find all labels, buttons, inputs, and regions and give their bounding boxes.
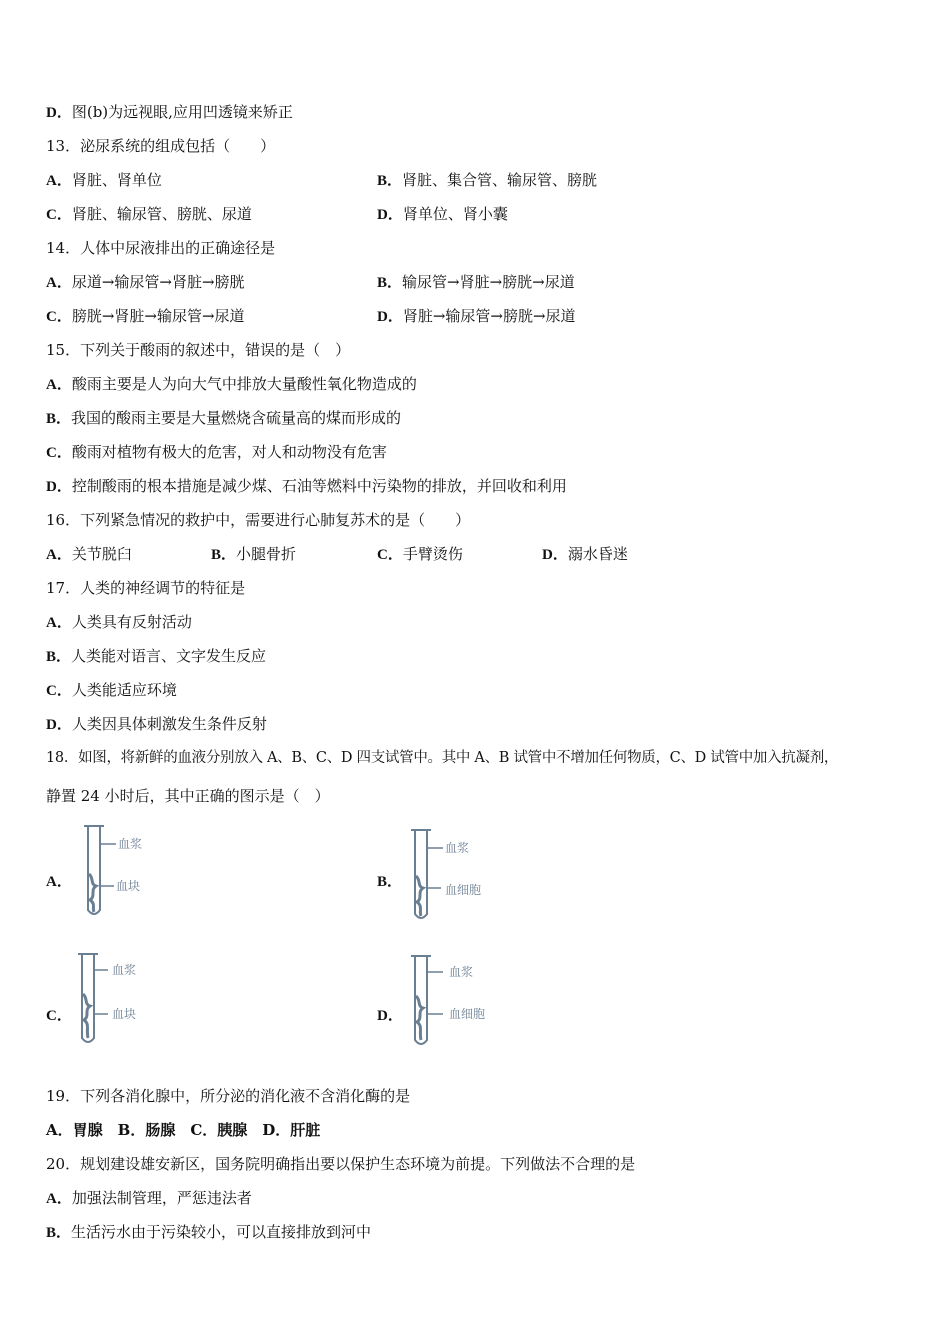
question-number: 20． (46, 1155, 81, 1173)
option-text: 人类能适应环境 (71, 681, 177, 699)
option-text: 人类具有反射活动 (71, 613, 192, 631)
q16-option-a (46, 544, 132, 565)
q13-option-d (377, 204, 508, 225)
test-tube-a-outline (84, 826, 104, 914)
option-label: B． (46, 649, 72, 665)
option-label: A． (46, 1191, 72, 1207)
test-tube-b-top-text: 血浆 (445, 841, 470, 855)
test-tube-d-top-text: 血浆 (449, 965, 474, 979)
option-text: 酸雨对植物有极大的危害，对人和动物没有危害 (71, 443, 387, 461)
option-text: A．胃腺 B．肠腺 C．胰腺 D．肝脏 (46, 1121, 321, 1139)
test-tube-c-top-text: 血浆 (112, 963, 137, 977)
option-text: 生活污水由于污染较小，可以直接排放到河中 (71, 1223, 372, 1241)
option-text: 手臂烫伤 (402, 545, 463, 563)
option-label: A． (46, 377, 72, 393)
test-tube-d-cells (416, 996, 423, 1040)
option-text: 溺水昏迷 (567, 545, 628, 563)
option-text: 控制酸雨的根本措施是减少煤、石油等燃料中污染物的排放，并回收和利用 (71, 477, 567, 495)
q17-option-c (46, 680, 177, 701)
q13-stem (46, 136, 275, 156)
q15-option-b (46, 408, 401, 429)
q16-option-d (542, 544, 628, 565)
question-number: 13． (46, 137, 81, 155)
q14-option-b (377, 272, 575, 293)
q20-stem (46, 1154, 635, 1174)
question-text: 下列关于酸雨的叙述中，错误的是（ ） (80, 341, 351, 359)
question-text: 下列各消化腺中，所分泌的消化液不含消化酶的是 (80, 1087, 411, 1105)
figure-c-label: C． (46, 1008, 72, 1024)
question-text: 如图，将新鲜的血液分别放入 A、B、C、D 四支试管中。其中 A、B 试管中不增加任何物质，C、D 试管中加入抗凝剂， (78, 750, 839, 766)
test-tube-c-clot (83, 994, 90, 1038)
option-label: B． (377, 275, 403, 291)
question-number: 18． (46, 750, 79, 766)
q14-stem (46, 238, 275, 258)
q14-option-a (46, 272, 245, 293)
option-label: C． (46, 309, 72, 325)
option-label: D． (46, 717, 72, 733)
q19-options (46, 1120, 320, 1140)
option-label: D． (542, 547, 568, 563)
option-text: 人类能对语言、文字发生反应 (71, 647, 267, 665)
q15-option-c (46, 442, 387, 463)
option-label: D． (377, 309, 403, 325)
question-number: 14． (46, 239, 81, 257)
test-tube-b-cells (416, 876, 423, 916)
option-label: B． (377, 173, 403, 189)
test-tube-a-figure (78, 822, 168, 922)
test-tube-a-bottom-text: 血块 (116, 879, 141, 893)
option-text: 图(b)为远视眼,应用凹透镜来矫正 (71, 103, 293, 121)
option-text: 酸雨主要是人为向大气中排放大量酸性氧化物造成的 (71, 375, 417, 393)
q16-option-c (377, 544, 463, 565)
question-text: 静置 24 小时后，其中正确的图示是（ ） (46, 787, 330, 805)
option-text: 尿道→输尿管→肾脏→膀胱 (71, 273, 245, 291)
test-tube-c-bottom-text: 血块 (112, 1007, 137, 1021)
option-label: C． (46, 445, 72, 461)
option-text: 人类因具体刺激发生条件反射 (71, 715, 267, 733)
q18-stem-continued (46, 786, 330, 806)
q17-option-d (46, 714, 267, 735)
test-tube-a-top-text: 血浆 (118, 837, 143, 851)
q18-stem (46, 748, 838, 768)
q13-option-a (46, 170, 162, 191)
q16-stem (46, 510, 470, 530)
option-label: B． (211, 547, 237, 563)
question-text: 规划建设雄安新区，国务院明确指出要以保护生态环境为前提。下列做法不合理的是 (80, 1155, 636, 1173)
q12-option-d (46, 102, 293, 123)
q16-option-b (211, 544, 296, 565)
q17-option-b (46, 646, 266, 667)
option-text: 肾脏→输尿管→膀胱→尿道 (402, 307, 576, 325)
question-number: 15． (46, 341, 81, 359)
option-label: D． (377, 207, 403, 223)
option-text: 输尿管→肾脏→膀胱→尿道 (402, 273, 575, 291)
question-text: 泌尿系统的组成包括（ ） (80, 137, 276, 155)
q17-stem (46, 578, 245, 598)
option-text: 肾单位、肾小囊 (402, 205, 508, 223)
question-text: 人体中尿液排出的正确途径是 (80, 239, 276, 257)
q13-option-c (46, 204, 252, 225)
option-label: B． (46, 1225, 72, 1241)
q15-option-a (46, 374, 417, 395)
option-text: 小腿骨折 (236, 545, 297, 563)
option-text: 加强法制管理，严惩违法者 (71, 1189, 252, 1207)
q14-option-d (377, 306, 576, 327)
test-tube-b-figure (405, 826, 515, 926)
figure-d-label: D． (377, 1008, 403, 1024)
option-label: A． (46, 173, 72, 189)
option-label: C． (46, 683, 72, 699)
q13-option-b (377, 170, 597, 191)
option-text: 肾脏、集合管、输尿管、膀胱 (402, 171, 598, 189)
q14-option-c (46, 306, 245, 327)
test-tube-c-figure (72, 950, 162, 1050)
q20-option-a (46, 1188, 252, 1209)
test-tube-d-bottom-text: 血细胞 (449, 1007, 486, 1021)
option-text: 我国的酸雨主要是大量燃烧含硫量高的煤而形成的 (71, 409, 402, 427)
question-text: 人类的神经调节的特征是 (80, 579, 246, 597)
q19-stem (46, 1086, 410, 1106)
q17-option-a (46, 612, 192, 633)
option-label: B． (46, 411, 72, 427)
option-text: 肾脏、肾单位 (71, 171, 162, 189)
question-number: 19． (46, 1087, 81, 1105)
figure-a-label: A． (46, 874, 72, 890)
option-label: D． (46, 105, 72, 121)
test-tube-d-figure (405, 952, 515, 1052)
q20-option-b (46, 1222, 371, 1243)
option-label: A． (46, 547, 72, 563)
q15-stem (46, 340, 350, 360)
option-label: D． (46, 479, 72, 495)
test-tube-b-bottom-text: 血细胞 (445, 883, 482, 897)
option-label: C． (377, 547, 403, 563)
option-label: C． (46, 207, 72, 223)
option-text: 膀胱→肾脏→输尿管→尿道 (71, 307, 245, 325)
option-label: A． (46, 615, 72, 631)
q15-option-d (46, 476, 567, 497)
question-number: 16． (46, 511, 81, 529)
question-text: 下列紧急情况的救护中，需要进行心肺复苏术的是（ ） (80, 511, 471, 529)
option-label: A． (46, 275, 72, 291)
figure-b-label: B． (377, 874, 403, 890)
question-number: 17． (46, 579, 81, 597)
option-text: 关节脱臼 (71, 545, 132, 563)
test-tube-a-clot (89, 874, 96, 912)
option-text: 肾脏、输尿管、膀胱、尿道 (71, 205, 252, 223)
